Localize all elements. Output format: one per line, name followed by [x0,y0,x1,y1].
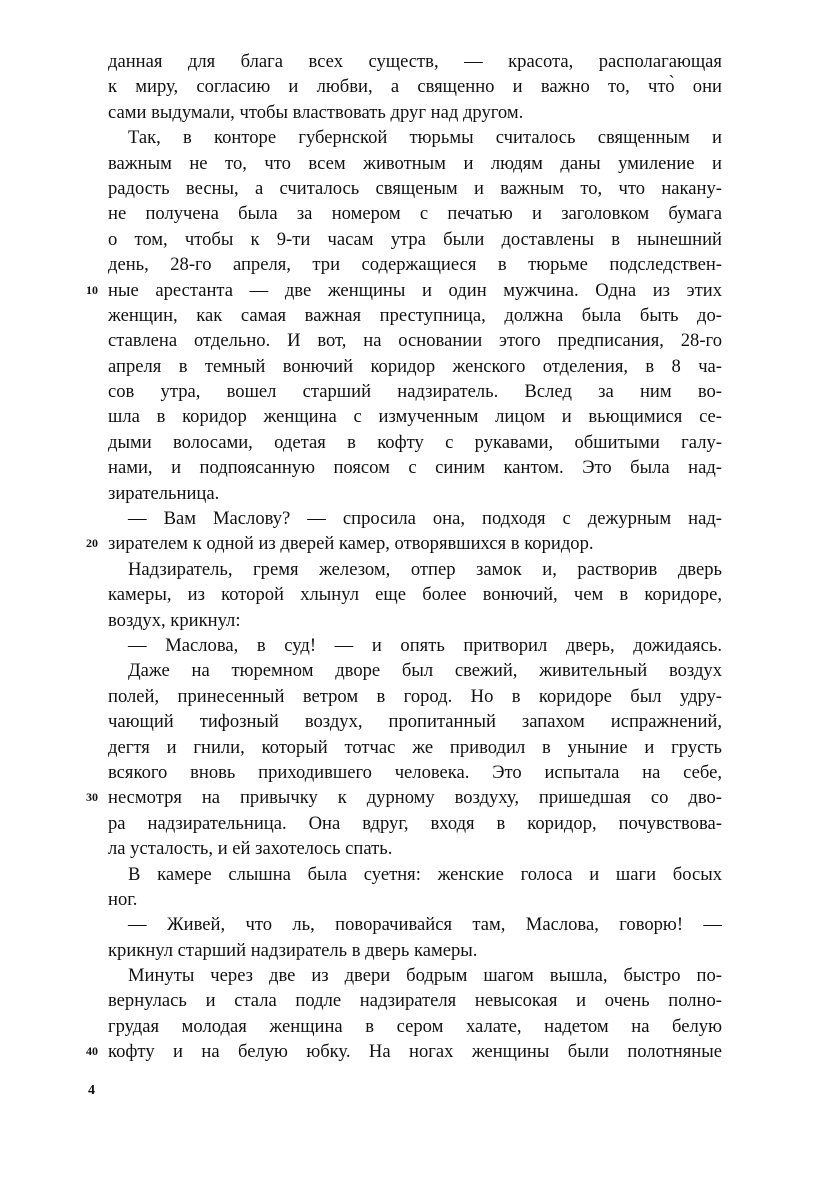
text-line [108,887,722,912]
text-line [108,201,722,226]
text-line [108,74,722,99]
line-text: зирательница. [108,482,220,504]
line-text: полей, принесенный ветром в город. Но в коридоре был удру- [108,685,722,707]
line-text: ра надзирательница. Она вдруг, входя в коридор, почувствова- [108,812,722,834]
line-text: кофту и на белую юбку. На ногах женщины были полотняные [108,1041,722,1063]
line-text: — Маслова, в суд! — и опять притворил дверь, дожидаясь. [128,634,722,656]
text-line [86,531,722,556]
text-line [108,658,722,683]
text-line [108,836,722,861]
line-text: — Живей, что ль, поворачивайся там, Маслова, говорю! — [128,914,722,936]
text-line [108,227,722,252]
text-line [108,100,722,125]
text-line [108,912,722,937]
line-text: сами выдумали, чтобы властвовать друг над другом. [108,101,524,123]
line-number: 10 [86,282,98,297]
text-line [108,633,722,658]
line-text: несмотря на привычку к дурному воздуху, пришедшая со дво- [108,787,722,809]
text-line [108,354,722,379]
text-line [108,988,722,1013]
text-line [86,278,722,303]
text-line [108,303,722,328]
line-text: апреля в темный вонючий коридор женского отделения, в 8 ча- [108,355,722,377]
line-text: — Вам Маслову? — спросила она, подходя с дежурным над- [128,508,722,530]
text-line [108,963,722,988]
text-line [108,735,722,760]
line-text: ла усталость, и ей захотелось спать. [108,838,393,860]
line-text: важным не то, что всем животным и людям даны умиление и [108,152,722,174]
line-text: всякого вновь приходившего человека. Это испытала на себе, [108,761,722,783]
line-text: крикнул старший надзиратель в дверь камеры. [108,939,478,961]
text-line [108,582,722,607]
text-line [108,506,722,531]
line-text: Так, в конторе губернской тюрьмы считалось священным и [128,127,722,149]
text-line [108,1014,722,1039]
line-number: 30 [86,790,98,805]
line-text: вернулась и стала подле надзирателя невысокая и очень полно- [108,990,722,1012]
page-number: 4 [88,1083,95,1098]
text-line [108,684,722,709]
text-line [108,404,722,429]
line-number: 40 [86,1044,98,1059]
text-line [108,709,722,734]
line-text: камеры, из которой хлынул еще более вонючий, чем в коридоре, [108,584,722,606]
line-text: нами, и подпоясанную поясом с синим кантом. Это была над- [108,457,722,479]
line-text: дегтя и гнили, который тотчас же приводил в уныние и грусть [108,736,722,758]
line-text: зирателем к одной из дверей камер, отворявшихся в коридор. [108,533,594,555]
text-line [108,176,722,201]
text-line [108,455,722,480]
line-text: Минуты через две из двери бодрым шагом вышла, быстро по- [128,965,722,987]
line-text: женщин, как самая важная преступница, должна была быть до- [108,304,722,326]
text-line [86,785,722,810]
text-line [108,151,722,176]
line-number: 20 [86,536,98,551]
text-line [108,938,722,963]
line-text: Даже на тюремном дворе был свежий, живительный воздух [128,660,722,682]
text-line [108,811,722,836]
text-line [108,862,722,887]
text-line [108,379,722,404]
text-line [108,252,722,277]
text-line [108,49,722,74]
line-text: ные арестанта — две женщины и один мужчина. Одна из этих [108,279,722,301]
line-text: В камере слышна была суетня: женские голоса и шаги босых [128,863,722,885]
text-line [108,125,722,150]
line-text: день, 28-го апреля, три содержащиеся в тюрьме подследствен- [108,254,722,276]
line-text: о том, чтобы к 9-ти часам утра были доставлены в нынешний [108,228,722,250]
line-text: ставлена отдельно. И вот, на основании этого предписания, 28-го [108,330,722,352]
line-text: данная для блага всех существ, — красота, располагающая [108,51,722,72]
line-text: не получена была за номером с печатью и заголовком бумага [108,203,722,225]
line-text: шла в коридор женщина с измученным лицом и вьющимися се- [108,406,722,428]
line-text: воздух, крикнул: [108,609,241,631]
line-text: ног. [108,888,138,910]
line-text: грудая молодая женщина в сером халате, надетом на белую [108,1015,722,1037]
line-text: чающий тифозный воздух, пропитанный запахом испражнений, [108,711,722,733]
text-line [108,557,722,582]
text-line [108,430,722,455]
line-text: радость весны, а считалось священым и важным то, что накану- [108,177,722,199]
line-text: сов утра, вошел старший надзиратель. Вслед за ним во- [108,381,722,403]
line-text: к миру, согласию и любви, а священно и важно то, что̀ они [108,76,722,98]
page-text [86,49,722,1065]
text-line [86,1039,722,1064]
text-line [108,481,722,506]
line-text: дыми волосами, одетая в кофту с рукавами, обшитыми галу- [108,431,722,453]
text-line [108,760,722,785]
text-line [108,608,722,633]
line-text: Надзиратель, гремя железом, отпер замок и, растворив дверь [128,558,722,580]
text-line [108,328,722,353]
